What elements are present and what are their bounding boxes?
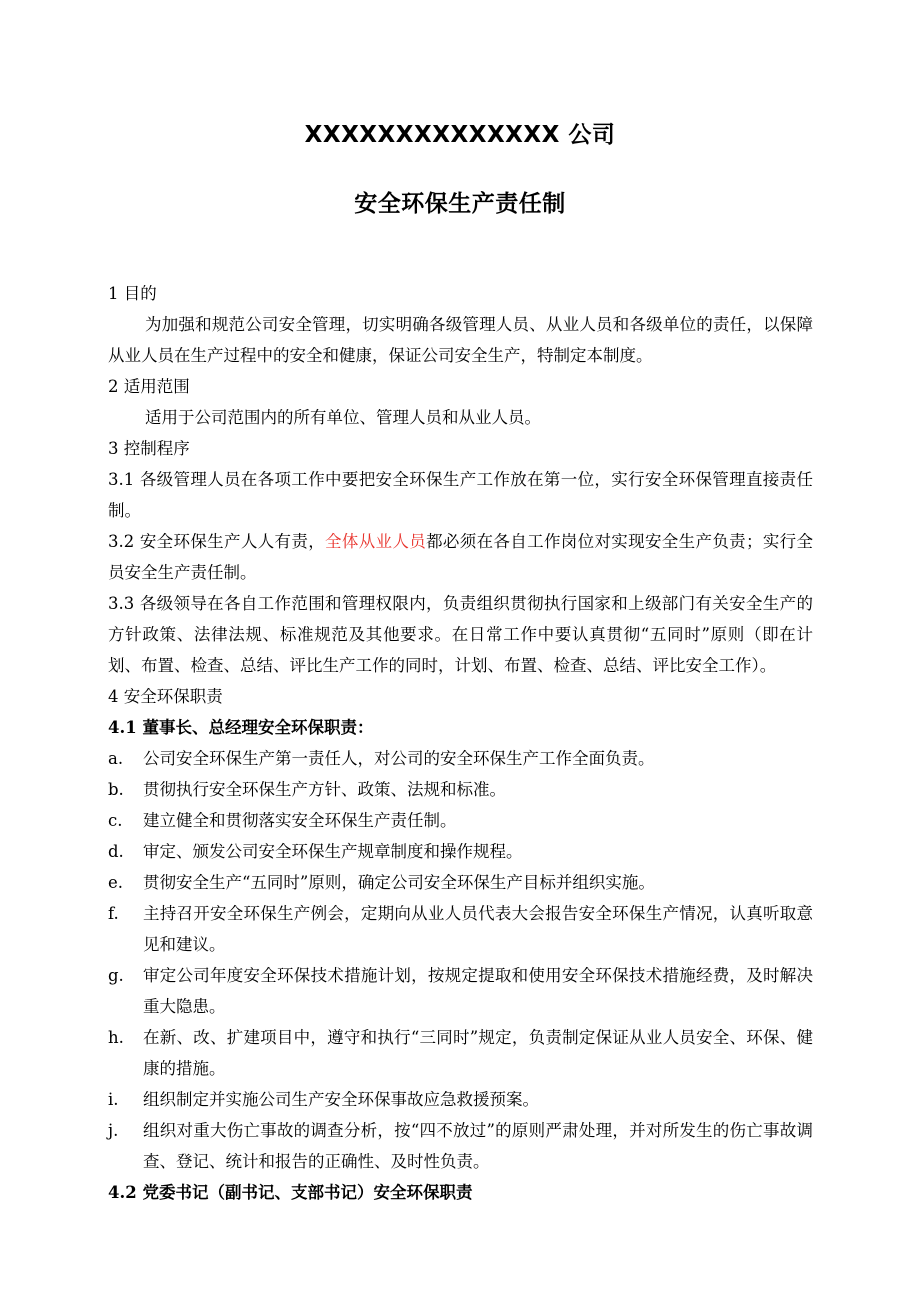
list-item-text: 主持召开安全环保生产例会，定期向从业人员代表大会报告安全环保生产情况，认真听取意见和建议。: [143, 904, 813, 954]
section-1-text: 为加强和规范公司安全管理，切实明确各级管理人员、从业人员和各级单位的责任，以保障从业人员在生产过程中的安全和健康，保证公司安全生产，特制定本制度。: [108, 315, 813, 365]
list-item: [108, 898, 813, 960]
section-3-heading: 3 控制程序: [108, 439, 190, 458]
list-item: [108, 1115, 813, 1177]
section-4-1-heading: 4.1 董事长、总经理安全环保职责：: [108, 718, 374, 737]
clause-3-2-highlight: 全体从业人员: [325, 532, 427, 551]
clause-3-2-rest: 都必须在各自工作岗位对实现安全生产负责；实行全员安全生产责任制。: [108, 532, 814, 582]
list-marker: c.: [108, 811, 123, 830]
section-2-heading: 2 适用范围: [108, 377, 190, 396]
list-marker: g.: [108, 966, 124, 985]
list-item-text: 组织对重大伤亡事故的调查分析，按“四不放过”的原则严肃处理，并对所发生的伤亡事故调查、登记、统计和报告的正确性、及时性负责。: [143, 1121, 813, 1171]
list-item-text: 贯彻安全生产“五同时”原则，确定公司安全环保生产目标并组织实施。: [143, 873, 655, 892]
list-item-text: 审定、颁发公司安全环保生产规章制度和操作规程。: [143, 842, 523, 861]
list-item-text: 公司安全环保生产第一责任人，对公司的安全环保生产工作全面负责。: [143, 749, 655, 768]
list-marker: j.: [108, 1121, 119, 1140]
list-item-text: 贯彻执行安全环保生产方针、政策、法规和标准。: [143, 780, 506, 799]
list-item: [108, 1022, 813, 1084]
clause-3-3: 3.3 各级领导在各自工作范围和管理权限内，负责组织贯彻执行国家和上级部门有关安全生产的方针政策、法律法规、标准规范及其他要求。在日常工作中要认真贯彻“五同时”原则（即在计划、布置、检查、总结、评比生产工作的同时，计划、布置、检查、总结、评比安全工作）。: [108, 594, 813, 675]
list-marker: f.: [108, 904, 119, 923]
list-item: [108, 836, 813, 867]
document-title: 安全环保生产责任制: [354, 191, 566, 217]
list-item-text: 建立健全和贯彻落实安全环保生产责任制。: [143, 811, 457, 830]
list-item-text: 组织制定并实施公司生产安全环保事故应急救援预案。: [143, 1090, 539, 1109]
list-marker: h.: [108, 1028, 124, 1047]
document-body: [108, 278, 813, 1208]
section-1-heading: 1 目的: [108, 284, 157, 303]
list-item: [108, 805, 813, 836]
list-item-text: 在新、改、扩建项目中，遵守和执行“三同时”规定，负责制定保证从业人员安全、环保、健康的措施。: [143, 1028, 813, 1078]
list-marker: a.: [108, 749, 124, 768]
company-title: XXXXXXXXXXXXXX 公司: [304, 122, 616, 148]
section-4-heading: 4 安全环保职责: [108, 687, 223, 706]
list-marker: b.: [108, 780, 124, 799]
list-item: [108, 743, 813, 774]
list-item: [108, 774, 813, 805]
clause-3-1: 3.1 各级管理人员在各项工作中要把安全环保生产工作放在第一位，实行安全环保管理直接责任制。: [108, 470, 813, 520]
clause-3-2: [108, 526, 813, 588]
section-4-2-heading: 4.2 党委书记（副书记、支部书记）安全环保职责: [108, 1183, 473, 1202]
section-2-text: 适用于公司范围内的所有单位、管理人员和从业人员。: [145, 408, 541, 427]
list-item: [108, 960, 813, 1022]
clause-3-2-lead: 3.2 安全环保生产人人有责，: [108, 532, 326, 551]
list-item: [108, 867, 813, 898]
list-item-text: 审定公司年度安全环保技术措施计划，按规定提取和使用安全环保技术措施经费，及时解决重大隐患。: [143, 966, 813, 1016]
list-marker: e.: [108, 873, 124, 892]
list-item: [108, 1084, 813, 1115]
duty-list-4-1: [108, 743, 813, 1177]
list-marker: d.: [108, 842, 124, 861]
list-marker: i.: [108, 1090, 119, 1109]
